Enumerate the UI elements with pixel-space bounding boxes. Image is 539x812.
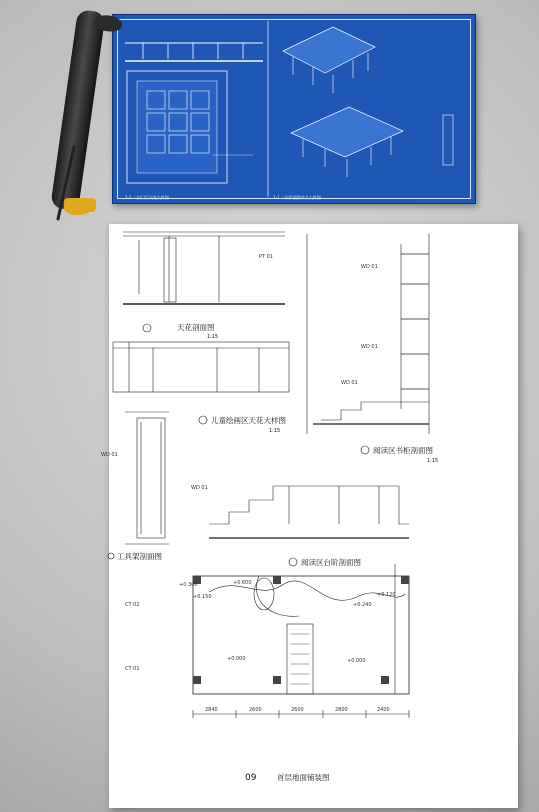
elevation-6: +0.000 <box>227 656 246 662</box>
elevation-1: +0.300 <box>179 582 198 588</box>
cad-drawing <box>101 224 518 808</box>
label-pt01: PT 01 <box>259 254 274 260</box>
title-ceiling-section: 天花剖面图 <box>177 323 215 332</box>
title-tool-rack: 工具架剖面图 <box>117 552 162 561</box>
pen-icon <box>52 145 80 223</box>
scale-ceiling-section: 1:15 <box>207 334 219 340</box>
elevation-4: +0.120 <box>377 592 396 598</box>
title-painting-ceiling: 儿童绘画区天花大样图 <box>211 416 286 425</box>
elevation-5: +0.240 <box>353 602 372 608</box>
title-steps-section: 阅读区台阶剖面图 <box>301 558 361 567</box>
label-wd01-b: WD 01 <box>361 344 378 350</box>
dimension-5: 2400 <box>377 707 390 713</box>
scale-painting-ceiling: 1:15 <box>269 428 281 434</box>
dimension-4: 2800 <box>335 707 348 713</box>
page-number: 09 <box>245 773 257 783</box>
blueprint-caption-right: 1-1 二层平面图节点大样图 <box>273 195 321 200</box>
title-bookcase-section: 阅读区书柜剖面图 <box>373 446 433 455</box>
blueprint-drawing <box>113 15 475 203</box>
dimension-1: 2840 <box>205 707 218 713</box>
title-floor-plan: 首层地面铺装图 <box>277 773 330 782</box>
dimension-2: 2600 <box>249 707 262 713</box>
label-wd01-c: WD 01 <box>341 380 358 386</box>
label-wd01-a: WD 01 <box>361 264 378 270</box>
scale-bookcase-section: 1:15 <box>427 458 439 464</box>
dimension-3: 2600 <box>291 707 304 713</box>
label-wd01-d: WD 01 <box>101 452 118 458</box>
blueprint-caption-left: 1-1 二层门厅天花大样图 <box>125 195 169 200</box>
drawing-sheet <box>101 224 518 808</box>
elevation-2: +0.150 <box>193 594 212 600</box>
blueprint-sheet <box>112 14 476 204</box>
label-ct02: CT 02 <box>125 602 140 608</box>
label-wd01-e: WD 01 <box>191 485 208 491</box>
label-ct01: CT 01 <box>125 666 140 672</box>
elevation-3: +0.600 <box>233 580 252 586</box>
elevation-7: +0.000 <box>347 658 366 664</box>
